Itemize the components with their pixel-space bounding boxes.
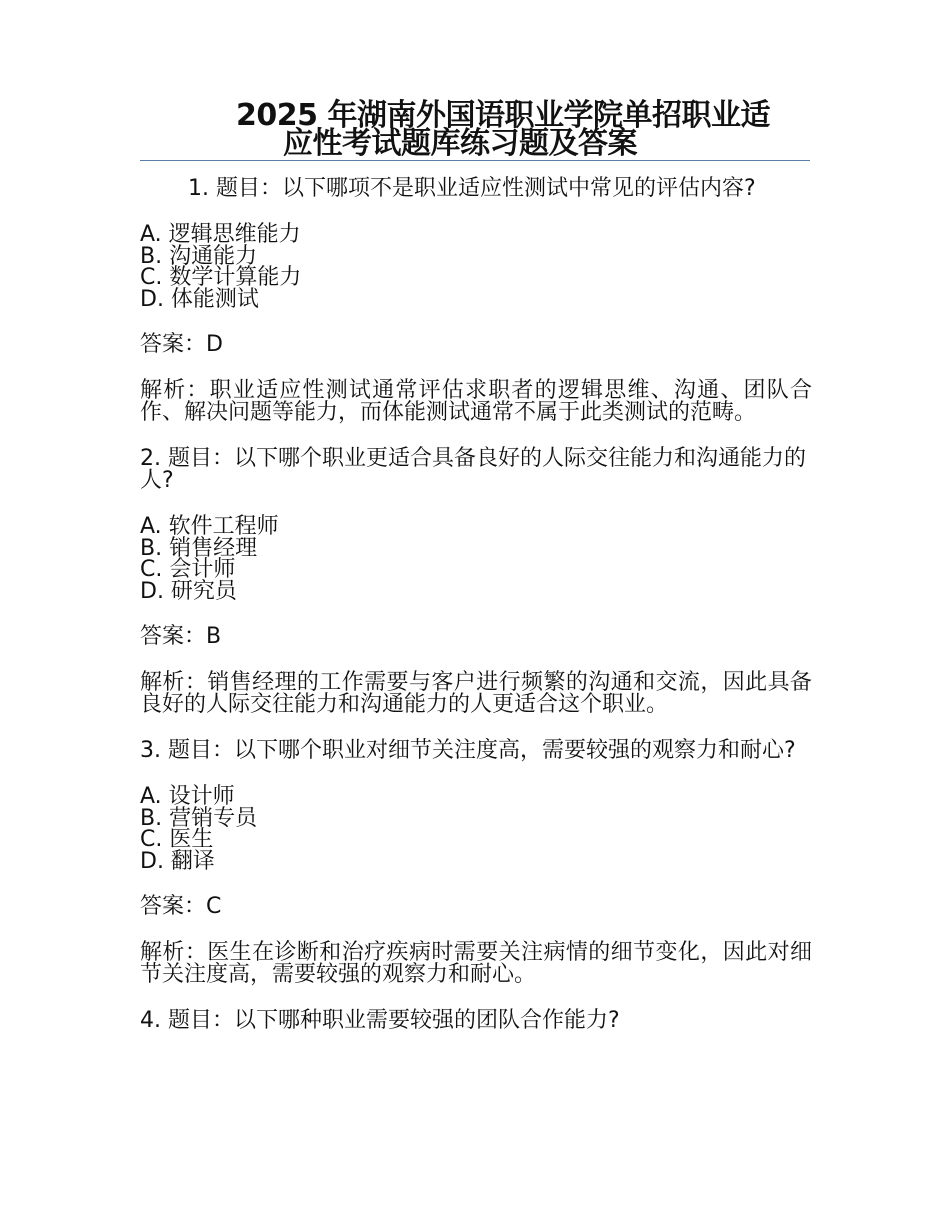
option-d: D. 研究员 [140,578,237,604]
answer-text: 答案：B [140,624,222,649]
option-b: B. 沟通能力 [140,243,258,269]
question-text: 4. 题目：以下哪种职业需要较强的团队合作能力? [140,1008,620,1033]
option-c: C. 会计师 [140,557,236,582]
option-b: B. 营销专员 [140,805,258,831]
option-d: D. 翻译 [140,848,215,874]
option-list [140,786,812,872]
question-text: 3. 题目：以下哪个职业对细节关注度高，需要较强的观察力和耐心? [140,738,796,763]
question-block-4 [140,1010,812,1032]
option-a: A. 软件工程师 [140,514,279,539]
question-text: 2. 题目：以下哪个职业更适合具备良好的人际交往能力和沟通能力的人? [140,446,806,493]
title-line-2: 应性考试题库练习题及答案 [283,126,637,161]
option-a: A. 逻辑思维能力 [140,222,301,247]
explanation-text: 解析：销售经理的工作需要与客户进行频繁的沟通和交流，因此具备良好的人际交往能力和沟通能力的人更适合这个职业。 [140,670,812,717]
explanation-text: 解析：职业适应性测试通常评估求职者的逻辑思维、沟通、团队合作、解决问题等能力，而体能测试通常不属于此类测试的范畴。 [140,378,812,425]
option-c: C. 医生 [140,827,214,852]
question-block-1 [140,178,812,424]
title-line-1: 2025 年湖南外国语职业学院单招职业适 [236,98,770,133]
option-b: B. 销售经理 [140,535,258,561]
option-a: A. 设计师 [140,784,235,809]
option-list [140,224,812,310]
answer-text: 答案：D [140,332,223,357]
option-list [140,516,812,602]
question-block-2 [140,448,812,716]
option-c: C. 数学计算能力 [140,265,302,290]
question-list [140,178,812,1056]
title-underline [140,160,810,161]
explanation-text: 解析：医生在诊断和治疗疾病时需要关注病情的细节变化，因此对细节关注度高，需要较强的观察力和耐心。 [140,940,812,987]
question-block-3 [140,740,812,986]
question-text: 1. 题目：以下哪项不是职业适应性测试中常见的评估内容? [188,176,756,201]
document-title [140,98,810,161]
answer-text: 答案：C [140,894,222,919]
option-d: D. 体能测试 [140,286,259,312]
